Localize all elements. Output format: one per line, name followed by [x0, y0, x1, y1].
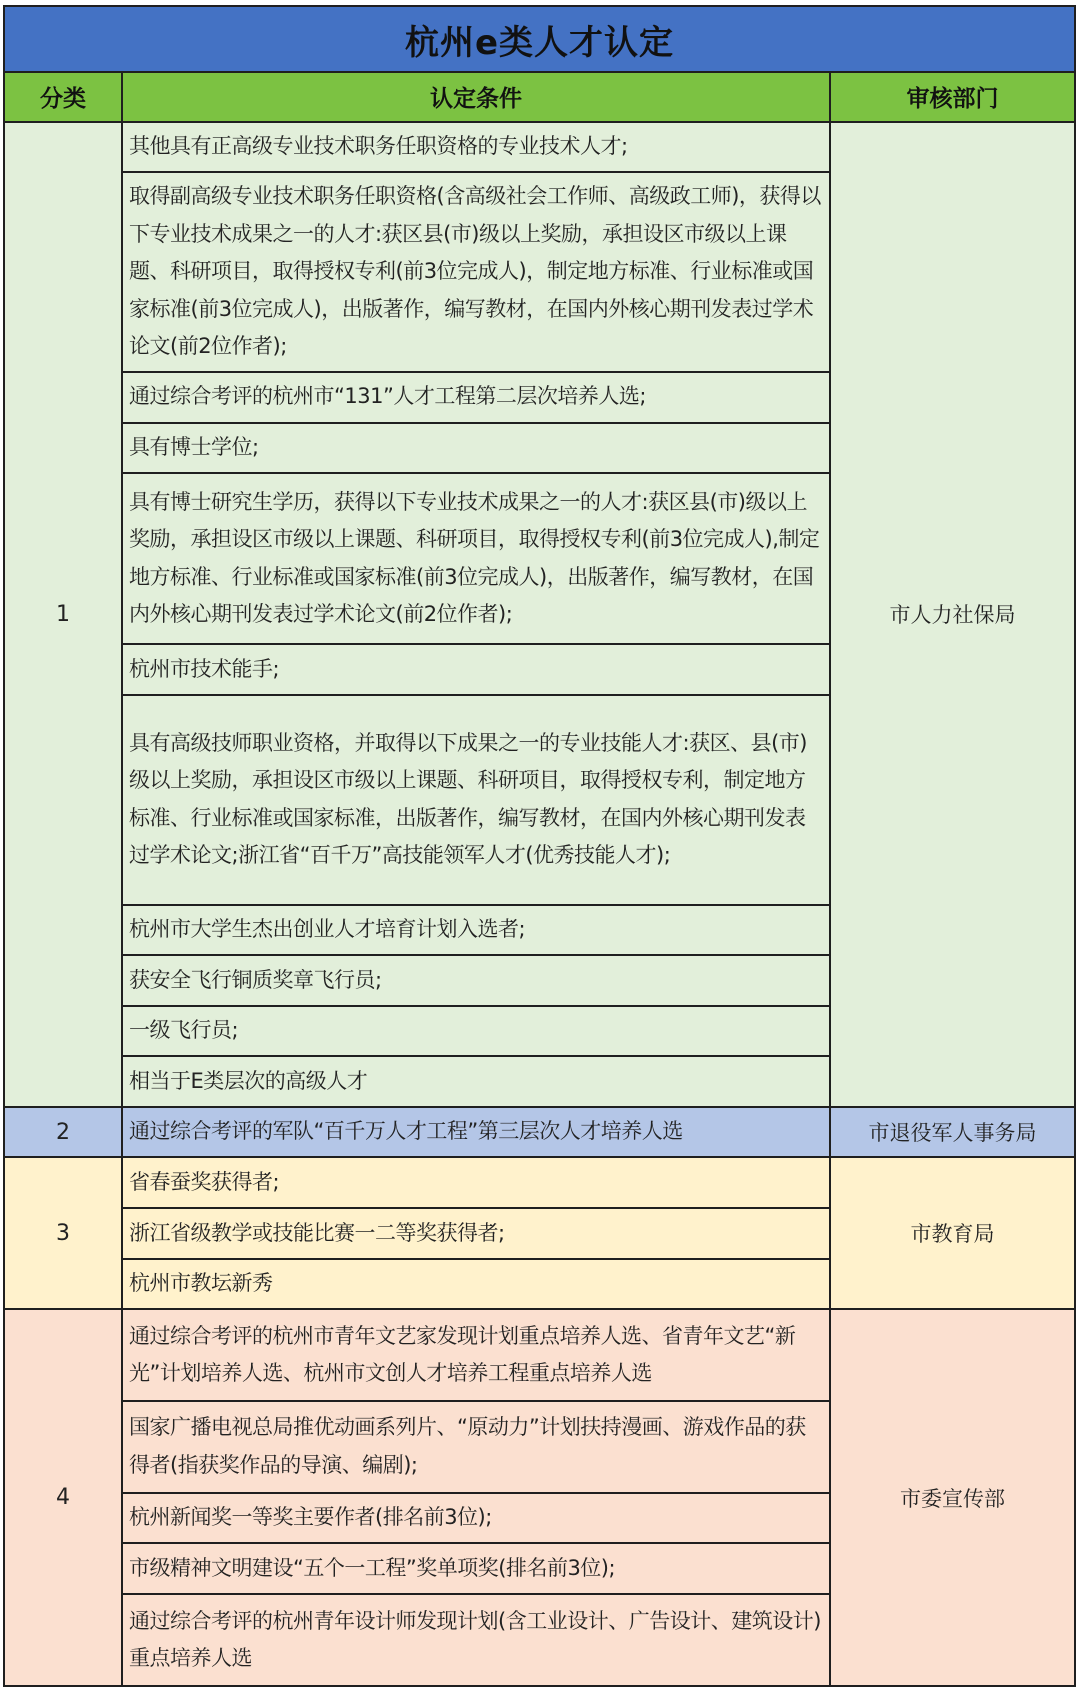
condition-cell: 浙江省级教学或技能比赛一二等奖获得者;: [122, 1208, 830, 1259]
condition-cell: 省春蚕奖获得者;: [122, 1157, 830, 1208]
header-category: 分类: [4, 72, 122, 122]
category-cell: 1: [4, 122, 122, 1107]
talent-table: [3, 5, 1076, 1687]
condition-cell: 获安全飞行铜质奖章飞行员;: [122, 955, 830, 1006]
header-condition: 认定条件: [122, 72, 830, 122]
condition-cell: 市级精神文明建设“五个一工程”奖单项奖(排名前3位);: [122, 1543, 830, 1594]
condition-cell: 杭州市教坛新秀: [122, 1259, 830, 1310]
condition-cell: 具有博士学位;: [122, 423, 830, 474]
category-cell: 4: [4, 1309, 122, 1686]
condition-cell: 其他具有正高级专业技术职务任职资格的专业技术人才;: [122, 122, 830, 173]
header-department: 审核部门: [830, 72, 1075, 122]
category-cell: 3: [4, 1157, 122, 1309]
department-cell: 市人力社保局: [830, 122, 1075, 1107]
department-cell: 市委宣传部: [830, 1309, 1075, 1686]
condition-cell: 国家广播电视总局推优动画系列片、“原动力”计划扶持漫画、游戏作品的获得者(指获奖作品的导演、编剧);: [122, 1401, 830, 1493]
table-title: 杭州e类人才认定: [4, 6, 1075, 72]
category-cell: 2: [4, 1107, 122, 1158]
condition-cell: 杭州新闻奖一等奖主要作者(排名前3位);: [122, 1493, 830, 1544]
condition-cell: 具有高级技师职业资格，并取得以下成果之一的专业技能人才:获区、县(市)级以上奖励，承担设区市级以上课题、科研项目，取得授权专利，制定地方标准、行业标准或国家标准，出版著作，编写教材，在国内外核心期刊发表过学术论文;浙江省“百千万”高技能领军人才(优秀技能人才);: [122, 695, 830, 905]
department-cell: 市退役军人事务局: [830, 1107, 1075, 1158]
condition-cell: 通过综合考评的杭州青年设计师发现计划(含工业设计、广告设计、建筑设计)重点培养人选: [122, 1594, 830, 1686]
condition-cell: 杭州市技术能手;: [122, 644, 830, 695]
condition-cell: 具有博士研究生学历，获得以下专业技术成果之一的人才:获区县(市)级以上奖励，承担设区市级以上课题、科研项目，取得授权专利(前3位完成人),制定地方标准、行业标准或国家标准(前3位完成人)，出版著作，编写教材，在国内外核心期刊发表过学术论文(前2位作者);: [122, 473, 830, 644]
condition-cell: 相当于E类层次的高级人才: [122, 1056, 830, 1107]
department-cell: 市教育局: [830, 1157, 1075, 1309]
condition-cell: 通过综合考评的军队“百千万人才工程”第三层次人才培养人选: [122, 1107, 830, 1158]
condition-cell: 通过综合考评的杭州市青年文艺家发现计划重点培养人选、省青年文艺“新光”计划培养人选、杭州市文创人才培养工程重点培养人选: [122, 1309, 830, 1401]
condition-cell: 通过综合考评的杭州市“131”人才工程第二层次培养人选;: [122, 372, 830, 423]
condition-cell: 取得副高级专业技术职务任职资格(含高级社会工作师、高级政工师)，获得以下专业技术成果之一的人才:获区县(市)级以上奖励，承担设区市级以上课题、科研项目，取得授权专利(前3位完成人)，制定地方标准、行业标准或国家标准(前3位完成人)，出版著作，编写教材，在国内外核心期刊发表过学术论文(前2位作者);: [122, 172, 830, 372]
condition-cell: 一级飞行员;: [122, 1006, 830, 1057]
condition-cell: 杭州市大学生杰出创业人才培育计划入选者;: [122, 905, 830, 956]
